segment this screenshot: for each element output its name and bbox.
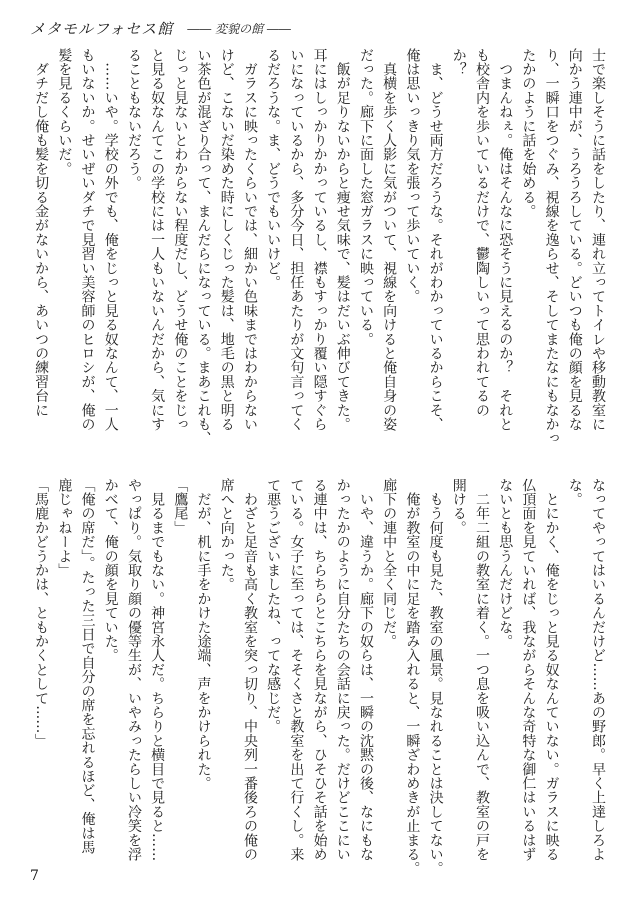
text-line: たかのように話を始める。 bbox=[520, 48, 537, 219]
text-line: 二年二組の教室に着く。一つ息を吸い込んで、教室の戸を bbox=[474, 478, 490, 862]
text-line: じっと見ないとわからない程度だし、どうせ俺のことをじっ bbox=[172, 48, 189, 432]
text-line: 仏頂面を見ていれば、我ながらそんな奇特な御仁はいるはず bbox=[520, 478, 537, 862]
text-line: 「馬鹿かどうかは、ともかくとして……」 bbox=[33, 478, 50, 748]
text-line: ダチだし俺も髪を切る金がないから、あいつの練習台に bbox=[33, 48, 50, 418]
text-line: る連中は、ちらちらとこちらを見ながら、ひそひそ話を始め bbox=[311, 478, 328, 862]
text-line: 席へと向かった。 bbox=[219, 478, 235, 592]
text-line: と見る奴なんてこの学校には一人もいないんだから、気にす bbox=[149, 48, 166, 432]
chapter-subtitle: ―― 変貌の館 ―― bbox=[187, 21, 291, 36]
text-line: とにかく、俺をじっと見る奴なんていない。ガラスに映る bbox=[543, 478, 560, 862]
text-line: だった。廊下に面した窓ガラスに映っている。 bbox=[358, 48, 374, 347]
text-line: ガラスに映ったくらいでは、細かい色味まではわからない bbox=[242, 48, 258, 432]
text-line: 向かう連中が、うろうろしている。どいつも俺の顔を見るな bbox=[567, 48, 583, 432]
text-line: ……いや。学校の外でも、俺をじっと見る奴なんて、一人 bbox=[103, 48, 119, 432]
text-line: 「俺の席だ」。たった三日で自分の席を忘れるほど、俺は馬 bbox=[79, 478, 96, 855]
text-line: か？ bbox=[451, 48, 467, 77]
text-line: 飯が足りないからと痩せ気味で、髪はだいぶ伸びてきた。 bbox=[335, 48, 351, 432]
text-line: ないとも思うんだけどな。 bbox=[497, 478, 514, 649]
text-line: ることもないだろう。 bbox=[126, 48, 142, 190]
text-line: 「鷹尾」 bbox=[172, 478, 189, 535]
text-line: り、一瞬口をつぐみ、視線を逸らせ、そしてまたなにもなかっ bbox=[543, 48, 560, 446]
text-line: 耳にはしっかりかかっているし、襟もすっかり覆い隠すぐら bbox=[311, 48, 328, 432]
bottom-text-block bbox=[28, 478, 608, 883]
text-line: て悪うございましたね、ってな感じだ。 bbox=[265, 478, 282, 734]
text-line: かったかのように自分たちの会話に戻った。だけどここにい bbox=[335, 478, 351, 862]
text-line: けど、こないだ染めた時にしくじった髪は、地毛の黒と明る bbox=[219, 48, 235, 432]
text-line: かべて、俺の顔を見ていた。 bbox=[103, 478, 119, 663]
text-line: やっぱり。気取り顔の優等生が、いやみったらしい冷笑を浮 bbox=[126, 478, 142, 862]
text-line: い茶色が混ざり合って、まんだらになっている。まあこれも、 bbox=[195, 48, 212, 446]
text-line: 俺は思いっきり気を張って歩いていく。 bbox=[404, 48, 421, 304]
running-header bbox=[30, 14, 610, 42]
text-line: 見るまでもない。神宮永人だ。ちらりと横目で見ると…… bbox=[149, 478, 166, 862]
text-line: つまんねぇ。俺はそんなに恐そうに見えるのか？ それと bbox=[497, 48, 514, 432]
text-line: わざと足音も高く教室を突っ切り、中央列一番後ろの俺の bbox=[242, 478, 258, 862]
text-line: 真横を歩く人影に気がついて、視線を向けると俺自身の姿 bbox=[381, 48, 398, 432]
text-line: もいないか。せいぜいダチで見習い美容師のヒロシが、俺の bbox=[79, 48, 96, 432]
text-line: 廊下の連中と全く同じだ。 bbox=[381, 478, 398, 649]
text-line: るだろうな。ま、どうでもいいけど。 bbox=[265, 48, 282, 290]
top-text-block bbox=[28, 48, 608, 453]
text-line: だが、机に手をかけた途端、声をかけられた。 bbox=[195, 478, 212, 791]
text-line: いや、違うか。廊下の奴らは、一瞬の沈黙の後、なにもな bbox=[358, 478, 374, 862]
text-line: なってやってはいるんだけど……あの野郎。早く上達しろよ bbox=[590, 478, 606, 862]
text-line: ている。女子に至っては、そそくさと教室を出て行くし。来 bbox=[288, 478, 305, 862]
book-title: メタモルフォセス館 bbox=[30, 19, 174, 38]
text-line: も校舎内を歩いているだけで、鬱陶しいって思われてるの bbox=[474, 48, 490, 418]
text-line: な。 bbox=[567, 478, 583, 507]
text-line: 開ける。 bbox=[451, 478, 467, 535]
text-line: 士で楽しそうに話をしたり、連れ立ってトイレや移動教室に bbox=[590, 48, 606, 432]
text-line: 鹿じゃねーよ」 bbox=[56, 478, 73, 578]
page-number: 7 bbox=[30, 868, 39, 884]
text-line: ま、どうせ両方だろうな。それがわかっているからこそ、 bbox=[427, 48, 444, 432]
text-line: もう何度も見た、教室の風景。見なれることは決してない。 bbox=[427, 478, 444, 876]
text-line: いになっているから、多分今日、担任あたりが文句言ってく bbox=[288, 48, 305, 432]
text-line: 髪を見るくらいだ。 bbox=[56, 48, 73, 176]
text-line: 俺が教室の中に足を踏み入れると、一瞬ざわめきが止まる。 bbox=[404, 478, 421, 876]
